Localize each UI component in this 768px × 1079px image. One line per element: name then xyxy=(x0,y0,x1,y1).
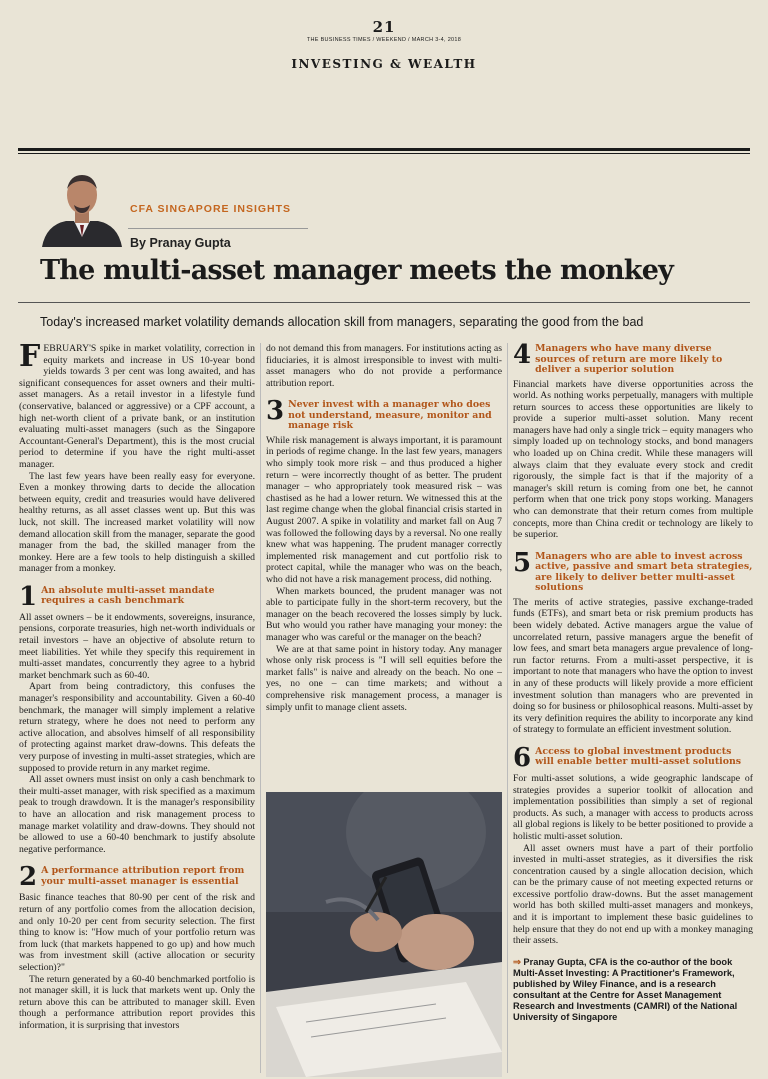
column-1 xyxy=(19,343,255,1073)
top-rule xyxy=(18,148,750,151)
subhead-number: 2 xyxy=(19,862,38,893)
paragraph: do not demand this from managers. For institutions acting as fiduciaries, it is almost irresponsible to invest with multi-asset managers who do not provide a performance attribution report. xyxy=(266,343,502,389)
paragraph: Apart from being contradictory, this confuses the manager's responsibility and accountability. Given a 60-40 benchmark, the manager will simply implement a relative return strategy, where he does not need to perform any active allocation, and absolves himself of all responsibility of protecting against market draw-downs. This defeats the very purpose of investing in multi-asset strategies, which are supposed to provide return in any market regime. xyxy=(19,681,255,774)
page-number: 21 xyxy=(372,18,396,36)
subhead xyxy=(513,343,753,376)
kicker-rule xyxy=(128,228,308,229)
author-bio xyxy=(513,957,753,1023)
subhead xyxy=(266,396,502,432)
column-3 xyxy=(513,343,753,1073)
subhead-number: 1 xyxy=(19,581,38,612)
article-photo xyxy=(266,792,502,1077)
headline: The multi-asset manager meets the monkey xyxy=(40,255,673,286)
subhead xyxy=(513,547,753,594)
paragraph: For multi-asset solutions, a wide geographic landscape of strategies provides a superior toolkit of allocation and implementation possibilities than simply a set of regional products. As such, a manager with access to products across all global regions is likely to be better positioned to provide a holistic multi-asset solution. xyxy=(513,772,753,842)
paragraph: We are at that same point in history today. Any manager whose only risk process is "I will sell equities before the market falls" is naive and already on the beach. No one – yes, no one – can time markets; and without a comprehensive risk management process, a manager is simply unfit to manage client assets. xyxy=(266,643,502,713)
paragraph: FEBRUARY'S spike in market volatility, correction in equity markets and increase in US 10-year bond yields towards 3 per cent was long awaited, and has significant consequences for asset owners and their multi-asset managers. As a retail investor in a lifestyle fund (conservative, balanced or aggressive) or a CPF account, a high net-worth client of a private bank, or an institution evaluating multi-asset managers (such as the Singapore Accountant-General's Department), this is the most crucial period to determine if you have the right multi-asset manager. xyxy=(19,343,255,470)
column-rule xyxy=(260,343,261,1073)
column-2 xyxy=(266,343,502,788)
subhead-text: A performance attribution report from your multi-asset manager is essential xyxy=(41,865,245,887)
drop-cap: F xyxy=(19,343,41,374)
subhead-text: Never invest with a manager who does not understand, measure, monitor and manage risk xyxy=(288,399,492,432)
paragraph: While risk management is always important, it is paramount in periods of regime change. In the last few years, managers who simply took more risk – and thus produced a higher return – were incorrectly thought of as better. The prudent manager – who appropriately took measured risk – was chastised as he had a lower return. We witnessed this at the last regime change when the global financial crisis started in August 2007. A spike in volatility and market fall on Aug 7 was followed the following days by a reversal. No one really knew what was happening. The prudent manager correctly implemented risk management and cut portfolio risk to protect capital, while the manager who was on the beach, who did not have a risk management process, did nothing. xyxy=(266,434,502,585)
subhead-text: Managers who have many diverse sources of return are more likely to deliver a superior solution xyxy=(535,343,723,375)
subhead-text: Managers who are able to invest across active, passive and smart beta strategies, are likely to deliver better multi-asset solutions xyxy=(535,550,753,594)
page-header xyxy=(0,18,768,71)
author-portrait xyxy=(40,165,124,247)
subhead-text: Access to global investment products will enable better multi-asset solutions xyxy=(535,745,742,768)
subhead-text: An absolute multi-asset mandate requires a cash benchmark xyxy=(41,584,215,607)
paragraph: When markets bounced, the prudent manager was not able to participate fully in the short-term recovery, but the manager on the beach recovered the losses simply by luck. But who would you rather have managing your money: the manager who was careful or the manager on the beach? xyxy=(266,585,502,643)
publication-line: THE BUSINESS TIMES / WEEKEND / MARCH 3-4, 2018 xyxy=(306,37,462,43)
kicker: CFA SINGAPORE INSIGHTS xyxy=(130,203,292,215)
byline: By Pranay Gupta xyxy=(130,236,231,250)
deck-rule xyxy=(18,302,750,303)
paragraph: The merits of active strategies, passive exchange-traded funds (ETFs), and smart beta or risk premium products has been widely debated. Active managers argue the value of uncorrelated return, passive managers argue the benefit of low fees, and smart beta managers argue prevalence of long-run factor returns. From a multi-asset perspective, it is important to note that managers who have the option to invest in any of these products will likely provide a more efficient investment solution than managers who are prevented in doing so for business or philosophical reasons. Multi-asset by its very definition requires the ability to incorporate any kind of strategy to formulate an efficient investment solution. xyxy=(513,596,753,736)
paragraph: Basic finance teaches that 80-90 per cent of the risk and return of any portfolio comes from the allocation decision, and only 10-20 per cent from security selection. The first thing to know is: "How much of your portfolio return was from luck (that markets happened to go up) and how much was from investment skill (active allocation or security selection)?" xyxy=(19,892,255,973)
column-rule xyxy=(507,343,508,1073)
section-title: INVESTING & WEALTH xyxy=(291,57,477,71)
arrow-icon: ⇒ xyxy=(513,956,521,967)
paragraph: The last few years have been really easy for everyone. Even a monkey throwing darts to decide the allocation between equity, credit and treasuries would have delivered healthy returns, as all asset classes went up. But this was luck, not skill. The increased market volatility will now demand allocation skill from the manager, separate the good manager from the bad, the skilled manager from the monkey. Here are a few tools to help distinguish a skilled manager from a monkey. xyxy=(19,470,255,575)
subhead-number: 5 xyxy=(513,547,532,578)
paragraph: All asset owners must insist on only a cash benchmark to their multi-asset manager, with risk specified as a maximum peak to trough drawdown. It is the manager's responsibility to have an allocation and risk management process to manage market volatility and draw-downs. They should not be allowed to use a 60-40 benchmark to justify absolute negative performance. xyxy=(19,774,255,855)
subhead-number: 6 xyxy=(513,742,532,773)
subhead xyxy=(19,862,255,893)
deck: Today's increased market volatility demands allocation skill from managers, separating the good from the bad xyxy=(40,315,644,329)
paragraph: All asset owners – be it endowments, sovereigns, insurance, pensions, corporate treasuries, high net-worth individuals or retail investors – have an objective of absolute return to meet liabilities. Yet while they specify this requirement in multi-asset mandates, concurrently they agree to a hybrid market benchmark such as 60-40. xyxy=(19,611,255,681)
paragraph: Financial markets have diverse opportunities across the world. As nothing works perpetually, managers with multiple return sources to access these opportunities are likely to provide a superior multi-asset solution. Many recent managers have had only a single trick – equity managers who simply loaded up on technology stocks, and bond managers who loaded up on China credit. While these managers will always claim that they evaluate every stock and credit rigorously, the simple fact is that if the majority of a manager's skill return is coming from one bet, he cannot perform when that one trick pony stops working. Managers who can demonstrate that their return comes from multiple concepts, more than China credit or technology are likely to be superior. xyxy=(513,378,753,541)
subhead xyxy=(19,581,255,612)
subhead-number: 4 xyxy=(513,343,532,370)
top-rule-thin xyxy=(18,153,750,154)
paragraph: All asset owners must have a part of their portfolio invested in multi-asset strategies, as it diversifies the risk concentration caused by a single allocation decision, which can be the primary cause of not meeting expected returns or excessive portfolio draw-downs. But the asset management world has both skilled multi-asset managers and monkeys, and it is important to implement these basic guidelines to help ensure that they do not end up with a monkey managing their assets. xyxy=(513,842,753,947)
bio-text: Pranay Gupta, CFA is the co-author of the book Multi-Asset Investing: A Practitioner's Framework, published by Wiley Finance, and is a research consultant at the Centre for Asset Management Research and Investments (CAMRI) of the National University of Singapore xyxy=(513,956,738,1022)
subhead xyxy=(513,742,753,773)
subhead-number: 3 xyxy=(266,396,285,427)
paragraph: The return generated by a 60-40 benchmarked portfolio is not manager skill, it is luck that markets went up. Only the return above this can be attributed to manager skill. Even though a performance attribution report provides this information, it is surprising that investors xyxy=(19,973,255,1031)
